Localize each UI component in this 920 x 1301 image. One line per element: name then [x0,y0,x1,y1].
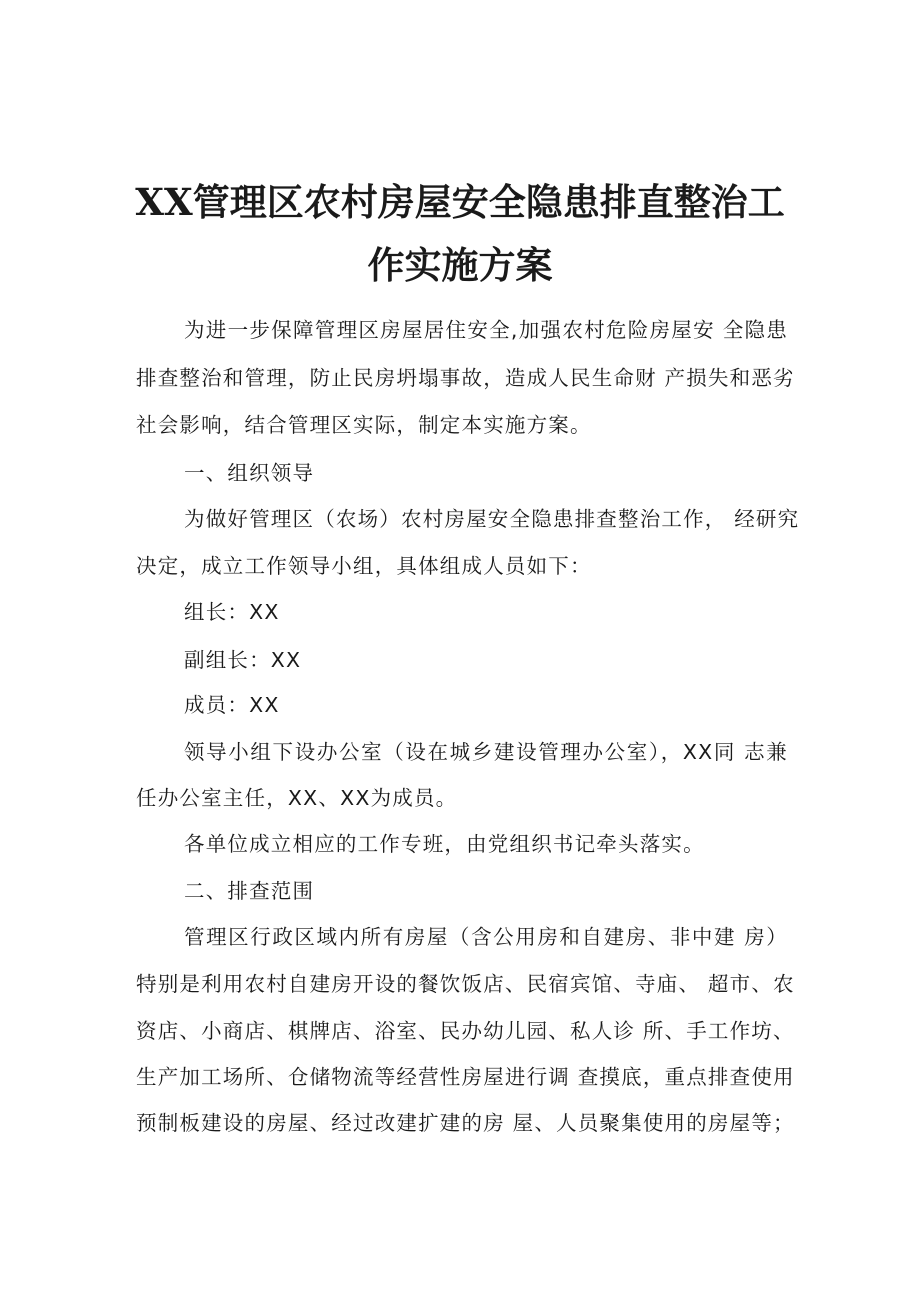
paragraph-line: 管理区行政区域内所有房屋（含公用房和自建房、非中建 房） [184,925,788,949]
paragraph-line: 决定，成立工作领导小组，具体组成人员如下： [136,554,592,578]
paragraph-line: 各单位成立相应的工作专班，由党组织书记牵头落实。 [184,832,705,856]
member-line: 副组长：XX [184,648,302,672]
paragraph-line: 领导小组下设办公室（设在城乡建设管理办公室），XX同 志兼 [184,740,788,764]
section-heading: 二、排查范围 [184,879,315,903]
paragraph-line: 预制板建设的房屋、经过改建扩建的房 屋、人员聚集使用的房屋等； [136,1111,795,1135]
paragraph-line: 社会影响，结合管理区实际，制定本实施方案。 [136,413,592,437]
paragraph-line: 生产加工场所、仓储物流等经营性房屋进行调 查摸底，重点排查使用 [136,1065,795,1089]
section-heading: 一、组织领导 [184,461,315,485]
paragraph-line: 排查整治和管理，防止民房坍塌事故，造成人民生命财 产损失和恶劣 [136,366,795,390]
paragraph-line: 为进一步保障管理区房屋居住安全,加强农村危险房屋安 全隐患 [184,318,788,342]
paragraph-line: 资店、小商店、棋牌店、浴室、民办幼儿园、私人诊 所、手工作坊、 [136,1019,795,1043]
paragraph-line: 为做好管理区（农场）农村房屋安全隐患排查整治工作， 经研究 [184,507,800,531]
paragraph-line: 特别是利用农村自建房开设的餐饮饭店、民宿宾馆、寺庙、 超市、农 [136,972,795,996]
member-line: 成员：XX [184,693,280,717]
document-title-line-2: 作实施方案 [367,243,553,287]
member-line: 组长：XX [184,600,280,624]
paragraph-line: 任办公室主任，XX、XX为成员。 [136,786,458,810]
document-title-line-1: XX管理区农村房屋安全隐患排直整治工 [135,180,785,224]
